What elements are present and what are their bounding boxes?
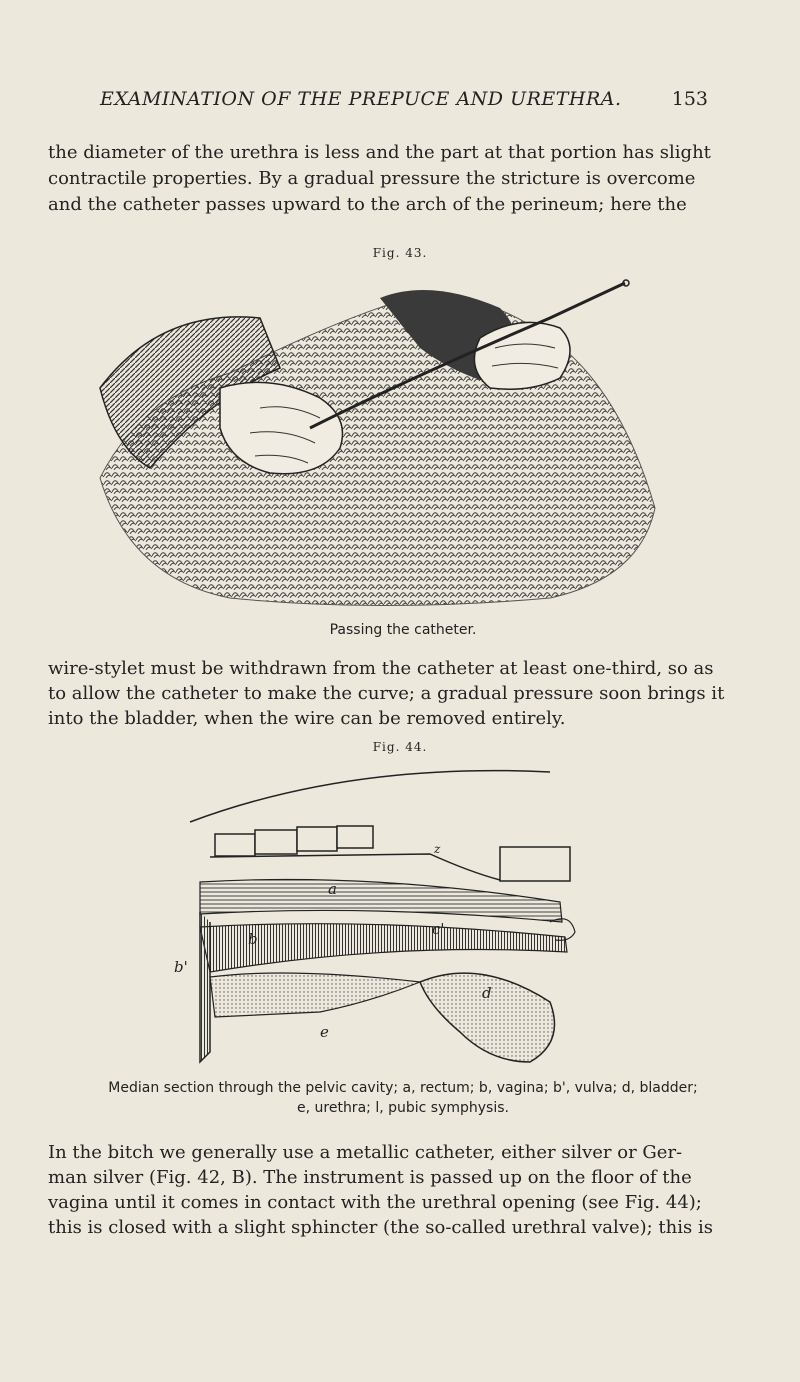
text-line: In the bitch we generally use a metallic catheter, either silver or Ger- — [48, 1142, 683, 1163]
text-line: the diameter of the urethra is less and the part at that portion has slight — [48, 142, 711, 163]
label-c-prime: c' — [432, 920, 445, 938]
rectum — [200, 880, 562, 923]
label-d: d — [482, 984, 492, 1002]
label-b-prime: b' — [174, 958, 188, 976]
pubic-symphysis — [210, 973, 420, 1017]
figure-43-caption: Passing the catheter. — [329, 622, 477, 638]
label-a: a — [328, 880, 337, 898]
figure-44-caption-line-1: Median section through the pelvic cavity; a, rectum; b, vagina; b', vulva; d, bladder; — [108, 1080, 698, 1096]
text-line: to allow the catheter to make the curve; a gradual pressure soon brings it — [48, 683, 725, 704]
median-section-diagram — [170, 762, 590, 1074]
vertebrae — [215, 826, 570, 881]
text-line: this is closed with a slight sphincter (the so-called urethral valve); this is — [48, 1217, 713, 1238]
text-line: contractile properties. By a gradual pressure the stricture is overcome — [48, 168, 696, 189]
label-z: z — [434, 842, 441, 856]
text-line: and the catheter passes upward to the arch of the perineum; here the — [48, 194, 687, 215]
page-number: 153 — [671, 88, 708, 110]
running-header — [100, 88, 708, 122]
text-line: into the bladder, when the wire can be removed entirely. — [48, 708, 566, 729]
text-line: wire-stylet must be withdrawn from the catheter at least one-third, so as — [48, 658, 714, 679]
label-b: b — [248, 930, 258, 948]
figure-44-caption-line-2: e, urethra; l, pubic symphysis. — [297, 1100, 509, 1116]
figure-44-label: Fig. 44. — [372, 740, 428, 754]
label-e: e — [320, 1023, 329, 1041]
text-line: vagina until it comes in contact with the urethral opening (see Fig. 44); — [48, 1192, 702, 1213]
header-title: EXAMINATION OF THE PREPUCE AND URETHRA. — [100, 88, 622, 110]
figure-44-illustration — [170, 762, 590, 1074]
figure-43-label: Fig. 43. — [372, 246, 428, 260]
right-hand — [474, 322, 570, 389]
catheter-engraving — [80, 278, 660, 618]
text-line: man silver (Fig. 42, B). The instrument is passed up on the floor of the — [48, 1167, 692, 1188]
figure-43-illustration — [80, 278, 660, 618]
